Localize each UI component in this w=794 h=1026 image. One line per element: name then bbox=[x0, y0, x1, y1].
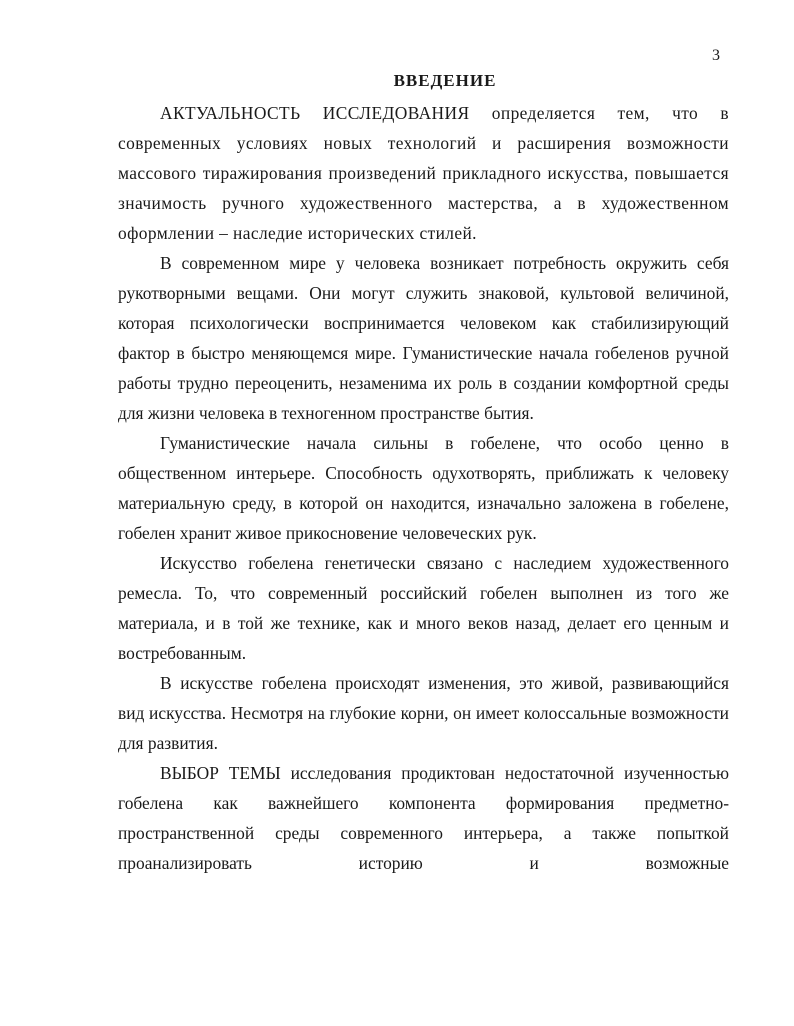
paragraph-modern-world bbox=[118, 248, 729, 428]
paragraph-text: исследования продиктован недостаточной изученностью гобелена как важнейшего компонента формирования предметно-пространственной среды современного интерьера, а также попыткой проанализировать историю и возможные bbox=[118, 763, 729, 873]
lead-phrase-relevance: АКТУАЛЬНОСТЬ ИССЛЕДОВАНИЯ bbox=[160, 103, 470, 123]
paragraph-text: определяется тем, что в современных условиях новых технологий и расширения возможности массового тиражирования произведений прикладного искусства, повышается значимость ручного художественного мастерства, а в художественном оформлении – наследие исторических стилей. bbox=[118, 103, 729, 243]
paragraph-text: В современном мире у человека возникает потребность окружить себя рукотворными вещами. Они могут служить знаковой, культовой величиной, которая психологически воспринимается человеком как стабилизирующий фактор в быстро меняющемся мире. Гуманистические начала гобеленов ручной работы трудно переоценить, незаменима их роль в создании комфортной среды для жизни человека в техногенном пространстве бытия. bbox=[118, 253, 729, 423]
paragraph-text: Искусство гобелена генетически связано с наследием художественного ремесла. То, что современный российский гобелен выполнен из того же материала, и в той же технике, как и много веков назад, делает его ценным и востребованным. bbox=[118, 553, 729, 663]
paragraph-relevance bbox=[118, 98, 729, 248]
page-title: ВВЕДЕНИЕ bbox=[393, 71, 497, 90]
paragraph-text: Гуманистические начала сильны в гобелене, что особо ценно в общественном интерьере. Способность одухотворять, приближать к человеку материальную среду, в которой он находится, изначально заложена в гобелене, гобелен хранит живое прикосновение человеческих рук. bbox=[118, 433, 729, 543]
paragraph-changes bbox=[118, 668, 729, 758]
page-number: 3 bbox=[712, 47, 720, 64]
document-body bbox=[118, 98, 729, 878]
paragraph-text: В искусстве гобелена происходят изменения, это живой, развивающийся вид искусства. Несмотря на глубокие корни, он имеет колоссальные возможности для развития. bbox=[118, 673, 729, 753]
paragraph-humanistic bbox=[118, 428, 729, 548]
paragraph-topic-choice bbox=[118, 758, 729, 878]
paragraph-tapestry-art bbox=[118, 548, 729, 668]
lead-phrase-topic: ВЫБОР ТЕМЫ bbox=[160, 763, 281, 783]
